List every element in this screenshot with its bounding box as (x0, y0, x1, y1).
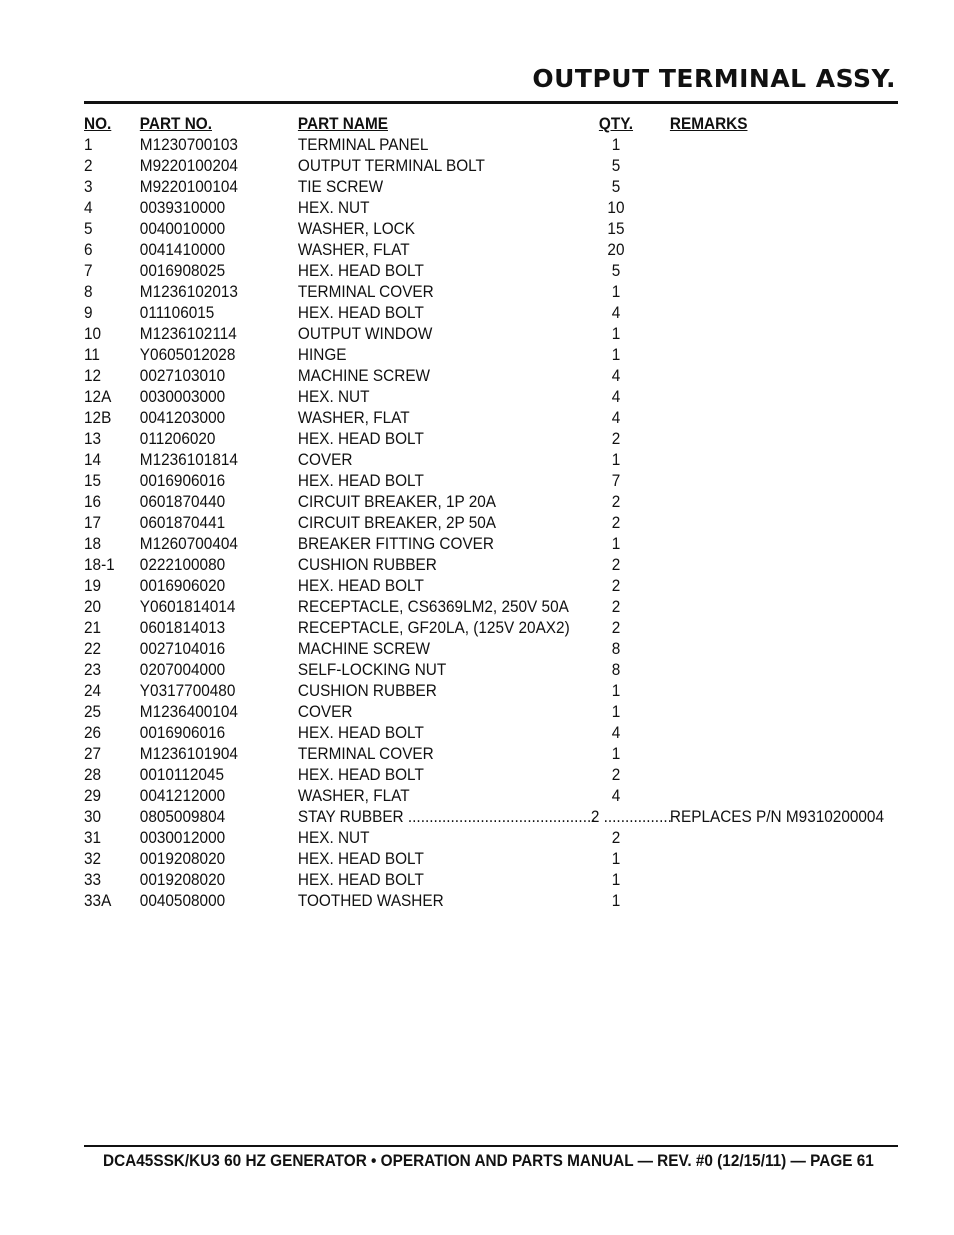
row-part-no: 011106015 (139, 304, 215, 322)
row-no: 5 (84, 220, 93, 238)
row-part-no: 011206020 (139, 430, 216, 448)
row-qty: 20 (607, 241, 625, 259)
row-no: 3 (84, 178, 93, 196)
row-qty: 4 (611, 304, 621, 322)
row-part-name: MACHINE SCREW (297, 640, 431, 658)
row-part-no: 0027103010 (139, 367, 226, 385)
row-part-no: M1236102114 (139, 325, 237, 343)
row-part-name: CUSHION RUBBER (297, 682, 437, 700)
row-qty: 2 (611, 556, 621, 574)
table-row (84, 681, 841, 702)
table-row (84, 828, 841, 849)
row-part-name: CUSHION RUBBER (297, 556, 437, 574)
row-no: 10 (84, 325, 102, 343)
row-qty: 4 (611, 724, 621, 742)
table-row (84, 303, 841, 324)
row-qty: 1 (611, 892, 621, 910)
table-row (84, 345, 841, 366)
row-qty: 2 (611, 766, 621, 784)
row-part-no: M1236101814 (139, 451, 238, 469)
row-part-name: RECEPTACLE, GF20LA, (125V 20AX2) (297, 619, 570, 637)
row-part-name: HEX. HEAD BOLT (297, 871, 424, 889)
header-remarks: REMARKS (669, 115, 748, 133)
row-part-no: 0010112045 (139, 766, 225, 784)
table-row (84, 870, 841, 891)
row-no: 14 (84, 451, 102, 469)
row-qty: 1 (611, 850, 621, 868)
row-qty: 8 (611, 640, 621, 658)
row-qty: 1 (611, 136, 621, 154)
table-row (84, 618, 841, 639)
row-no: 6 (84, 241, 93, 259)
table-row (84, 135, 841, 156)
row-no: 26 (84, 724, 102, 742)
row-part-name: BREAKER FITTING COVER (297, 535, 494, 553)
row-no: 12 (84, 367, 102, 385)
row-part-no: 0040010000 (139, 220, 226, 238)
row-part-name: TERMINAL PANEL (297, 136, 429, 154)
row-qty: 4 (611, 409, 621, 427)
row-qty: 1 (611, 451, 621, 469)
table-row (84, 660, 841, 681)
table-row (84, 177, 841, 198)
header-part-name: PART NAME (297, 115, 388, 133)
row-part-no: 0016906016 (139, 724, 226, 742)
table-row (84, 261, 841, 282)
row-part-name: TERMINAL COVER (297, 283, 434, 301)
table-row (84, 513, 841, 534)
row-part-name: CIRCUIT BREAKER, 1P 20A (297, 493, 497, 511)
row-qty: 2 (611, 829, 621, 847)
row-no: 19 (84, 577, 102, 595)
row-part-no: 0039310000 (139, 199, 226, 217)
title-divider (84, 101, 898, 104)
row-no: 27 (84, 745, 102, 763)
row-part-no: M1236101904 (139, 745, 238, 763)
table-row (84, 471, 841, 492)
row-part-name: SELF-LOCKING NUT (297, 661, 447, 679)
header-qty: QTY. (598, 115, 634, 133)
row-no: 13 (84, 430, 102, 448)
row-part-no: 0601870440 (139, 493, 226, 511)
row-remarks: REPLACES P/N M9310200004 (669, 808, 885, 826)
row-qty: 5 (611, 262, 621, 280)
row-part-name: HEX. HEAD BOLT (297, 577, 424, 595)
row-part-no: Y0601814014 (139, 598, 236, 616)
row-no: 32 (84, 850, 102, 868)
row-qty: 2 (611, 577, 621, 595)
row-no: 16 (84, 493, 102, 511)
row-qty: 2 (611, 514, 621, 532)
table-header (84, 114, 841, 135)
table-row (84, 387, 841, 408)
row-part-name: HEX. NUT (297, 388, 370, 406)
table-row (84, 765, 841, 786)
row-no: 30 (84, 808, 102, 826)
row-no: 1 (84, 136, 93, 154)
row-qty: 1 (611, 325, 621, 343)
row-part-name: HEX. HEAD BOLT (297, 766, 424, 784)
table-row (84, 555, 841, 576)
row-part-name: TERMINAL COVER (297, 745, 434, 763)
row-part-no: 0016906016 (139, 472, 226, 490)
row-part-no: 0041410000 (139, 241, 226, 259)
row-qty: 2 (611, 493, 621, 511)
row-qty: 7 (611, 472, 621, 490)
table-row (84, 849, 841, 870)
page-footer: DCA45SSK/KU3 60 HZ GENERATOR • OPERATION AND PARTS MANUAL — REV. #0 (12/15/11) — PAGE 61 (103, 1152, 874, 1170)
row-part-name: HEX. HEAD BOLT (297, 262, 424, 280)
row-no: 31 (84, 829, 102, 847)
row-no: 22 (84, 640, 102, 658)
header-part-no: PART NO. (139, 115, 212, 133)
row-part-no: 0207004000 (139, 661, 226, 679)
row-no: 12A (84, 388, 112, 406)
row-part-no: M9220100104 (139, 178, 238, 196)
row-part-name: TOOTHED WASHER (297, 892, 444, 910)
row-part-name: CIRCUIT BREAKER, 2P 50A (297, 514, 497, 532)
row-qty: 1 (611, 346, 621, 364)
row-part-no: 0601870441 (139, 514, 226, 532)
table-row (84, 156, 841, 177)
table-row (84, 240, 841, 261)
row-qty: 8 (611, 661, 621, 679)
row-no: 29 (84, 787, 102, 805)
table-row (84, 219, 841, 240)
row-part-no: M1260700404 (139, 535, 238, 553)
row-part-no: 0019208020 (139, 871, 226, 889)
row-no: 17 (84, 514, 102, 532)
row-part-name: HEX. NUT (297, 829, 370, 847)
row-part-no: 0016908025 (139, 262, 226, 280)
table-row (84, 744, 841, 765)
row-part-name: RECEPTACLE, CS6369LM2, 250V 50A (297, 598, 569, 616)
row-part-name: COVER (297, 703, 353, 721)
row-part-no: Y0317700480 (139, 682, 236, 700)
row-qty: 2 ................ (590, 808, 672, 826)
row-no: 24 (84, 682, 102, 700)
row-part-no: 0805009804 (139, 808, 226, 826)
row-part-no: 0019208020 (139, 850, 226, 868)
row-no: 33A (84, 892, 112, 910)
row-part-name: HINGE (297, 346, 347, 364)
row-part-no: 0030012000 (139, 829, 226, 847)
row-part-name: HEX. NUT (297, 199, 370, 217)
row-qty: 1 (611, 535, 621, 553)
table-row (84, 366, 841, 387)
row-qty: 1 (611, 283, 621, 301)
row-qty: 1 (611, 745, 621, 763)
row-qty: 5 (611, 157, 621, 175)
table-row (84, 282, 841, 303)
row-no: 28 (84, 766, 102, 784)
row-no: 18-1 (84, 556, 115, 574)
row-part-name: TIE SCREW (297, 178, 384, 196)
table-row (84, 807, 885, 828)
row-qty: 1 (611, 682, 621, 700)
table-row (84, 597, 841, 618)
row-part-no: M1230700103 (139, 136, 238, 154)
row-part-no: 0041203000 (139, 409, 226, 427)
row-part-no: 0030003000 (139, 388, 226, 406)
row-qty: 4 (611, 388, 621, 406)
row-part-name: WASHER, FLAT (297, 409, 410, 427)
row-qty: 2 (611, 430, 621, 448)
row-part-no: 0041212000 (139, 787, 226, 805)
row-no: 18 (84, 535, 102, 553)
row-no: 2 (84, 157, 93, 175)
row-no: 21 (84, 619, 102, 637)
row-part-name: WASHER, FLAT (297, 241, 410, 259)
row-part-no: 0027104016 (139, 640, 226, 658)
row-no: 7 (84, 262, 93, 280)
row-qty: 2 (611, 619, 621, 637)
row-part-name: HEX. HEAD BOLT (297, 472, 424, 490)
table-row (84, 450, 841, 471)
row-part-no: 0016906020 (139, 577, 226, 595)
table-row (84, 723, 841, 744)
row-part-name: WASHER, LOCK (297, 220, 416, 238)
row-qty: 4 (611, 787, 621, 805)
row-part-name: HEX. HEAD BOLT (297, 850, 424, 868)
row-part-name: MACHINE SCREW (297, 367, 431, 385)
table-row (84, 786, 841, 807)
row-qty: 10 (607, 199, 625, 217)
row-qty: 1 (611, 703, 621, 721)
table-row (84, 492, 841, 513)
table-row (84, 576, 841, 597)
row-no: 15 (84, 472, 102, 490)
row-part-no: M1236102013 (139, 283, 238, 301)
row-qty: 1 (611, 871, 621, 889)
row-no: 8 (84, 283, 93, 301)
row-qty: 15 (607, 220, 625, 238)
table-row (84, 408, 841, 429)
row-qty: 4 (611, 367, 621, 385)
table-row (84, 639, 841, 660)
row-part-name: STAY RUBBER ............................................ (297, 808, 596, 826)
row-part-name: HEX. HEAD BOLT (297, 724, 424, 742)
table-row (84, 534, 841, 555)
row-no: 9 (84, 304, 93, 322)
row-no: 11 (84, 346, 100, 364)
table-row (84, 891, 841, 912)
table-row (84, 198, 841, 219)
row-qty: 5 (611, 178, 621, 196)
row-no: 33 (84, 871, 102, 889)
table-row (84, 324, 841, 345)
row-part-name: OUTPUT TERMINAL BOLT (297, 157, 485, 175)
row-no: 20 (84, 598, 102, 616)
table-row (84, 702, 841, 723)
row-no: 4 (84, 199, 93, 217)
table-row (84, 429, 841, 450)
row-no: 25 (84, 703, 102, 721)
row-part-no: M9220100204 (139, 157, 238, 175)
row-qty: 2 (611, 598, 621, 616)
row-part-no: 0040508000 (139, 892, 226, 910)
row-part-name: HEX. HEAD BOLT (297, 430, 424, 448)
header-no: NO. (84, 115, 112, 133)
row-part-no: 0601814013 (139, 619, 226, 637)
row-no: 23 (84, 661, 102, 679)
parts-table (84, 114, 885, 912)
row-part-no: M1236400104 (139, 703, 238, 721)
row-part-name: WASHER, FLAT (297, 787, 410, 805)
row-part-name: COVER (297, 451, 353, 469)
footer-divider (84, 1145, 898, 1147)
row-part-name: HEX. HEAD BOLT (297, 304, 424, 322)
row-part-name: OUTPUT WINDOW (297, 325, 433, 343)
row-part-no: Y0605012028 (139, 346, 236, 364)
row-no: 12B (84, 409, 112, 427)
row-part-no: 0222100080 (139, 556, 226, 574)
page-title: OUTPUT TERMINAL ASSY. (532, 64, 896, 93)
